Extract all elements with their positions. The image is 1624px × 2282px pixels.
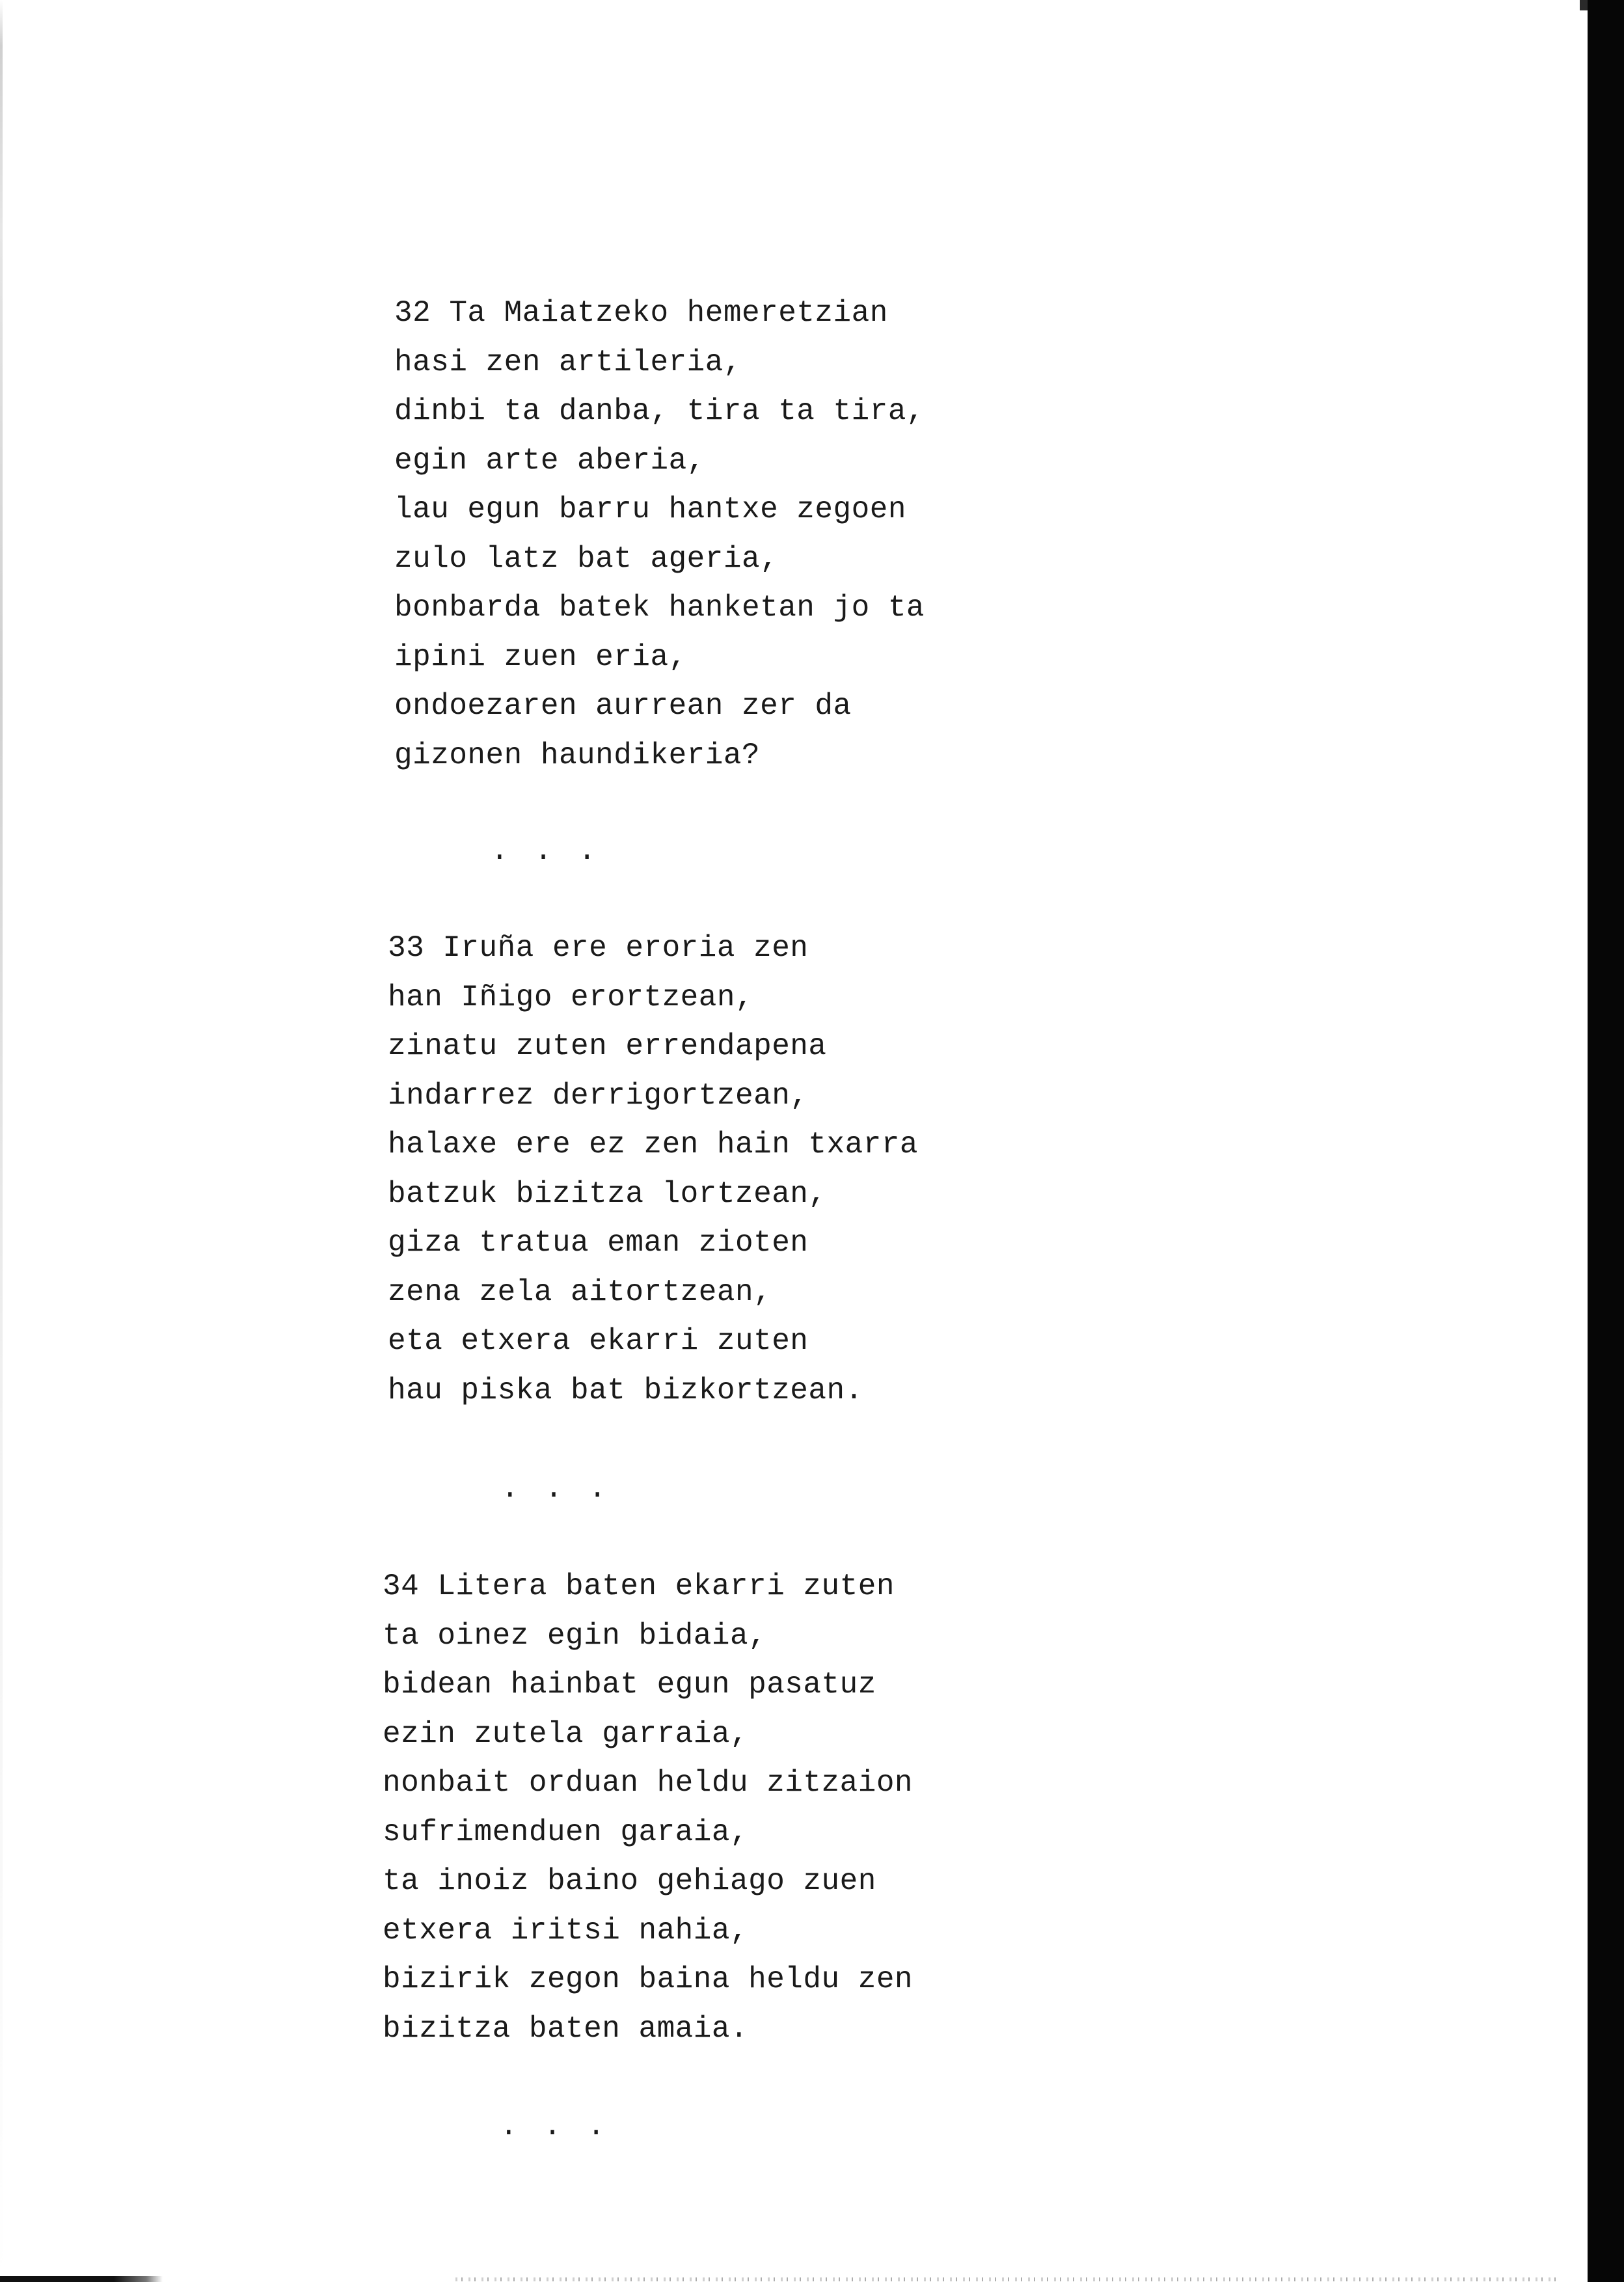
verse-line: eta etxera ekarri zuten (388, 1324, 809, 1358)
stanza-separator: . . . (500, 2110, 610, 2143)
scan-right-edge-bar (1588, 0, 1624, 2282)
verse-line: zinatu zuten errendapena (388, 1029, 827, 1063)
verse-line: han Iñigo erortzean, (388, 980, 754, 1014)
verse-line: ezin zutela garraia, (383, 1717, 749, 1751)
verse-line: bizitza baten amaia. (383, 2011, 749, 2046)
stanza-34 (383, 1562, 913, 2054)
verse-line: bidean hainbat egun pasatuz (383, 1668, 876, 1702)
verse-line: dinbi ta danba, tira ta tira, (394, 394, 925, 428)
verse-line: halaxe ere ez zen hain txarra (388, 1128, 919, 1161)
verse-line: 32 Ta Maiatzeko hemeretzian (394, 296, 888, 330)
stanza-33 (388, 924, 918, 1415)
verse-line: sufrimenduen garaia, (383, 1815, 749, 1849)
verse-line: bonbarda batek hanketan jo ta (394, 591, 925, 625)
verse-line: hau piska bat bizkortzean. (388, 1373, 863, 1407)
verse-line: lau egun barru hantxe zegoen (394, 493, 906, 526)
verse-line: bizirik zegon baina heldu zen (383, 1963, 914, 1996)
verse-line: giza tratua eman zioten (388, 1226, 809, 1260)
verse-line: ondoezaren aurrean zer da (394, 689, 852, 723)
verse-line: gizonen haundikeria? (394, 738, 761, 772)
verse-line: ta inoiz baino gehiago zuen (383, 1864, 876, 1898)
verse-line: indarrez derrigortzean, (388, 1078, 809, 1113)
verse-line: 33 Iruña ere eroria zen (388, 931, 809, 965)
verse-line: ta oinez egin bidaia, (383, 1618, 767, 1653)
scan-left-edge (0, 0, 3, 2282)
verse-line: zulo latz bat ageria, (394, 541, 779, 576)
verse-line: hasi zen artileria, (394, 345, 742, 379)
stanza-32 (394, 289, 925, 780)
verse-line: egin arte aberia, (394, 443, 705, 478)
verse-line: etxera iritsi nahia, (383, 1913, 749, 1948)
verse-line: 34 Litera baten ekarri zuten (383, 1569, 895, 1603)
stanza-separator: . . . (491, 834, 601, 868)
verse-line: nonbait orduan heldu zitzaion (383, 1766, 914, 1800)
scan-bottom-speckle (455, 2277, 1562, 2281)
verse-line: batzuk bizitza lortzean, (388, 1176, 827, 1211)
scan-bottom-left-mark (0, 2276, 163, 2282)
verse-line: zena zela aitortzean, (388, 1275, 772, 1309)
verse-line: ipini zuen eria, (394, 640, 687, 674)
stanza-separator: . . . (501, 1472, 611, 1506)
